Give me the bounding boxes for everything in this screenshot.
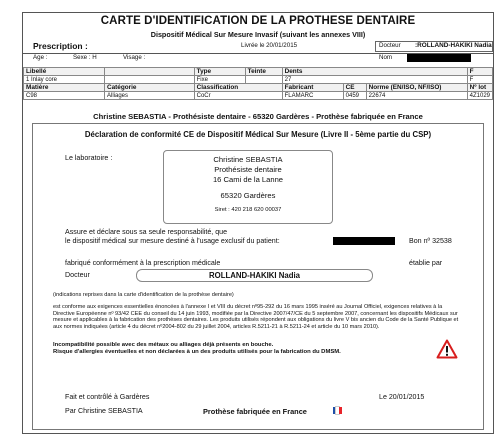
sex-label: Sexe : H [73,54,97,61]
header-cell: Catégorie [105,84,195,92]
table-cell: 4Z1029 [467,92,492,100]
table-header-row [24,84,493,92]
card-header [23,13,493,54]
table-cell [245,76,282,84]
allergy-risk-text: Risque d'allergies éventuelles et non déclarées à un des produits utilisés pour la fabrication du DMSM. [53,349,341,355]
delivery-date: Livrée le 20/01/2015 [241,42,298,49]
redacted-patient-name [333,237,395,245]
warning-exclamation-icon [436,339,458,364]
table-cell: F [467,76,492,84]
signed-by: Par Christine SEBASTIA [65,407,143,415]
table-cell: 27 [282,76,467,84]
laboratory-box [163,150,333,224]
siret-number: Siret : 420 218 620 00037 [214,207,282,213]
lab-line: 16 Cami de la Lanne [212,175,284,184]
prosthesis-table [23,67,493,100]
doctor-label: Docteur [379,42,401,49]
doctor-name-box [136,269,373,282]
table-row [24,76,493,84]
made-in-france: Prothèse fabriquée en France [203,407,307,416]
laboratory-label: Le laboratoire : [65,154,113,162]
header-cell: Norme (EN/ISO, NF/ISO) [366,84,467,92]
doctor-name: :ROLLAND-HAKIKI Nadia [415,42,492,49]
table-cell: 22674 [366,92,467,100]
assure-text: Assure et déclare sous sa seule responsabilité, que [65,228,228,236]
table-cell: Fixe [194,76,245,84]
table-header-row [24,68,493,76]
table-cell: 1 Inlay core [24,76,105,84]
incompatibility-text: Incompatibilité possible avec des métaux ou alliages déjà présents en bouche. [53,342,274,348]
lab-line: 65320 Gardères [220,191,276,200]
legal-text: est conforme aux exigences essentielles énoncées à l'annexe I et VIII du décret nº95-292 du 16 mars 1995 inséré au Journal Officiel, exigences relatives à la Directive Européenne nº 93/42 CEE du conseil du 14 juin 1993, modifiée par la Directive 2007/47/CE du 5 septembre 2007, concernant les dispositifs Médicaux sur mesure et applicables à la fabrication des prothèses dentaires. Les produits utilisés répondent aux obligations du livre V bis ancien du Code de la Santé Publique et aux normes indiquées (article 4 du décret nº2004-802 du 29 juillet 2004, articles R.5211-21 à R.5211-24 et article du 10 mars 2010). [53,304,459,330]
declaration-title: Déclaration de conformité CE de Dispositif Médical Sur Mesure (Livre II - 5ème partie du CSP) [84,130,432,139]
table-cell: C98 [24,92,105,100]
header-cell: F [467,68,492,76]
redacted-patient-name [407,54,471,62]
doctor-label: Docteur [65,271,90,279]
table-cell: FLAMARC [282,92,343,100]
established-by-text: établie par [409,259,443,267]
table-cell: 0459 [343,92,366,100]
header-cell: Libellé [24,68,105,76]
manufacturer-band: Christine SEBASTIA - Prothésiste dentaire - 65320 Gardères - Prothèse fabriquée en France [93,112,423,121]
prescription-text: fabriqué conformément à la prescription médicale [65,259,221,267]
header-cell: CE [343,84,366,92]
device-patient-text: le dispositif médical sur mesure destiné à l'usage exclusif du patient: [65,237,280,245]
header-cell: Dents [282,68,467,76]
card-title: CARTE D'IDENTIFICATION DE LA PROTHESE DENTAIRE [100,15,416,27]
header-cell [105,68,195,76]
header-cell: Fabricant [282,84,343,92]
doctor-name: ROLLAND-HAKIKI Nadia [209,271,300,280]
header-cell: Matière [24,84,105,92]
made-checked-at: Fait et contrôlé à Gardères [65,393,150,401]
table-row [24,92,493,100]
age-label: Age : [33,54,48,61]
prescription-label: Prescription : [33,41,88,51]
indications-note: (indications reprises dans la carte d'identification de la prothèse dentaire) [53,292,234,298]
face-label: Visage : [123,54,146,61]
lab-line: Christine SEBASTIA [213,155,283,164]
table-cell: Alliages [105,92,195,100]
table-cell [105,76,195,84]
declaration-date: Le 20/01/2015 [379,393,425,401]
header-cell: Type [194,68,245,76]
header-cell: Classification [194,84,282,92]
header-cell: Nº lot [467,84,492,92]
patient-name-label: Nom [379,54,393,61]
order-number: Bon nº 32538 [409,237,452,245]
card-subtitle: Dispositif Médical Sur Mesure Invasif (suivant les annexes VIII) [150,30,366,39]
lab-line: Prothésiste dentaire [214,165,282,174]
header-cell: Teinte [245,68,282,76]
identification-card [22,12,494,434]
france-flag-icon [333,407,342,414]
table-cell: CoCr [194,92,282,100]
declaration-box [32,123,484,430]
